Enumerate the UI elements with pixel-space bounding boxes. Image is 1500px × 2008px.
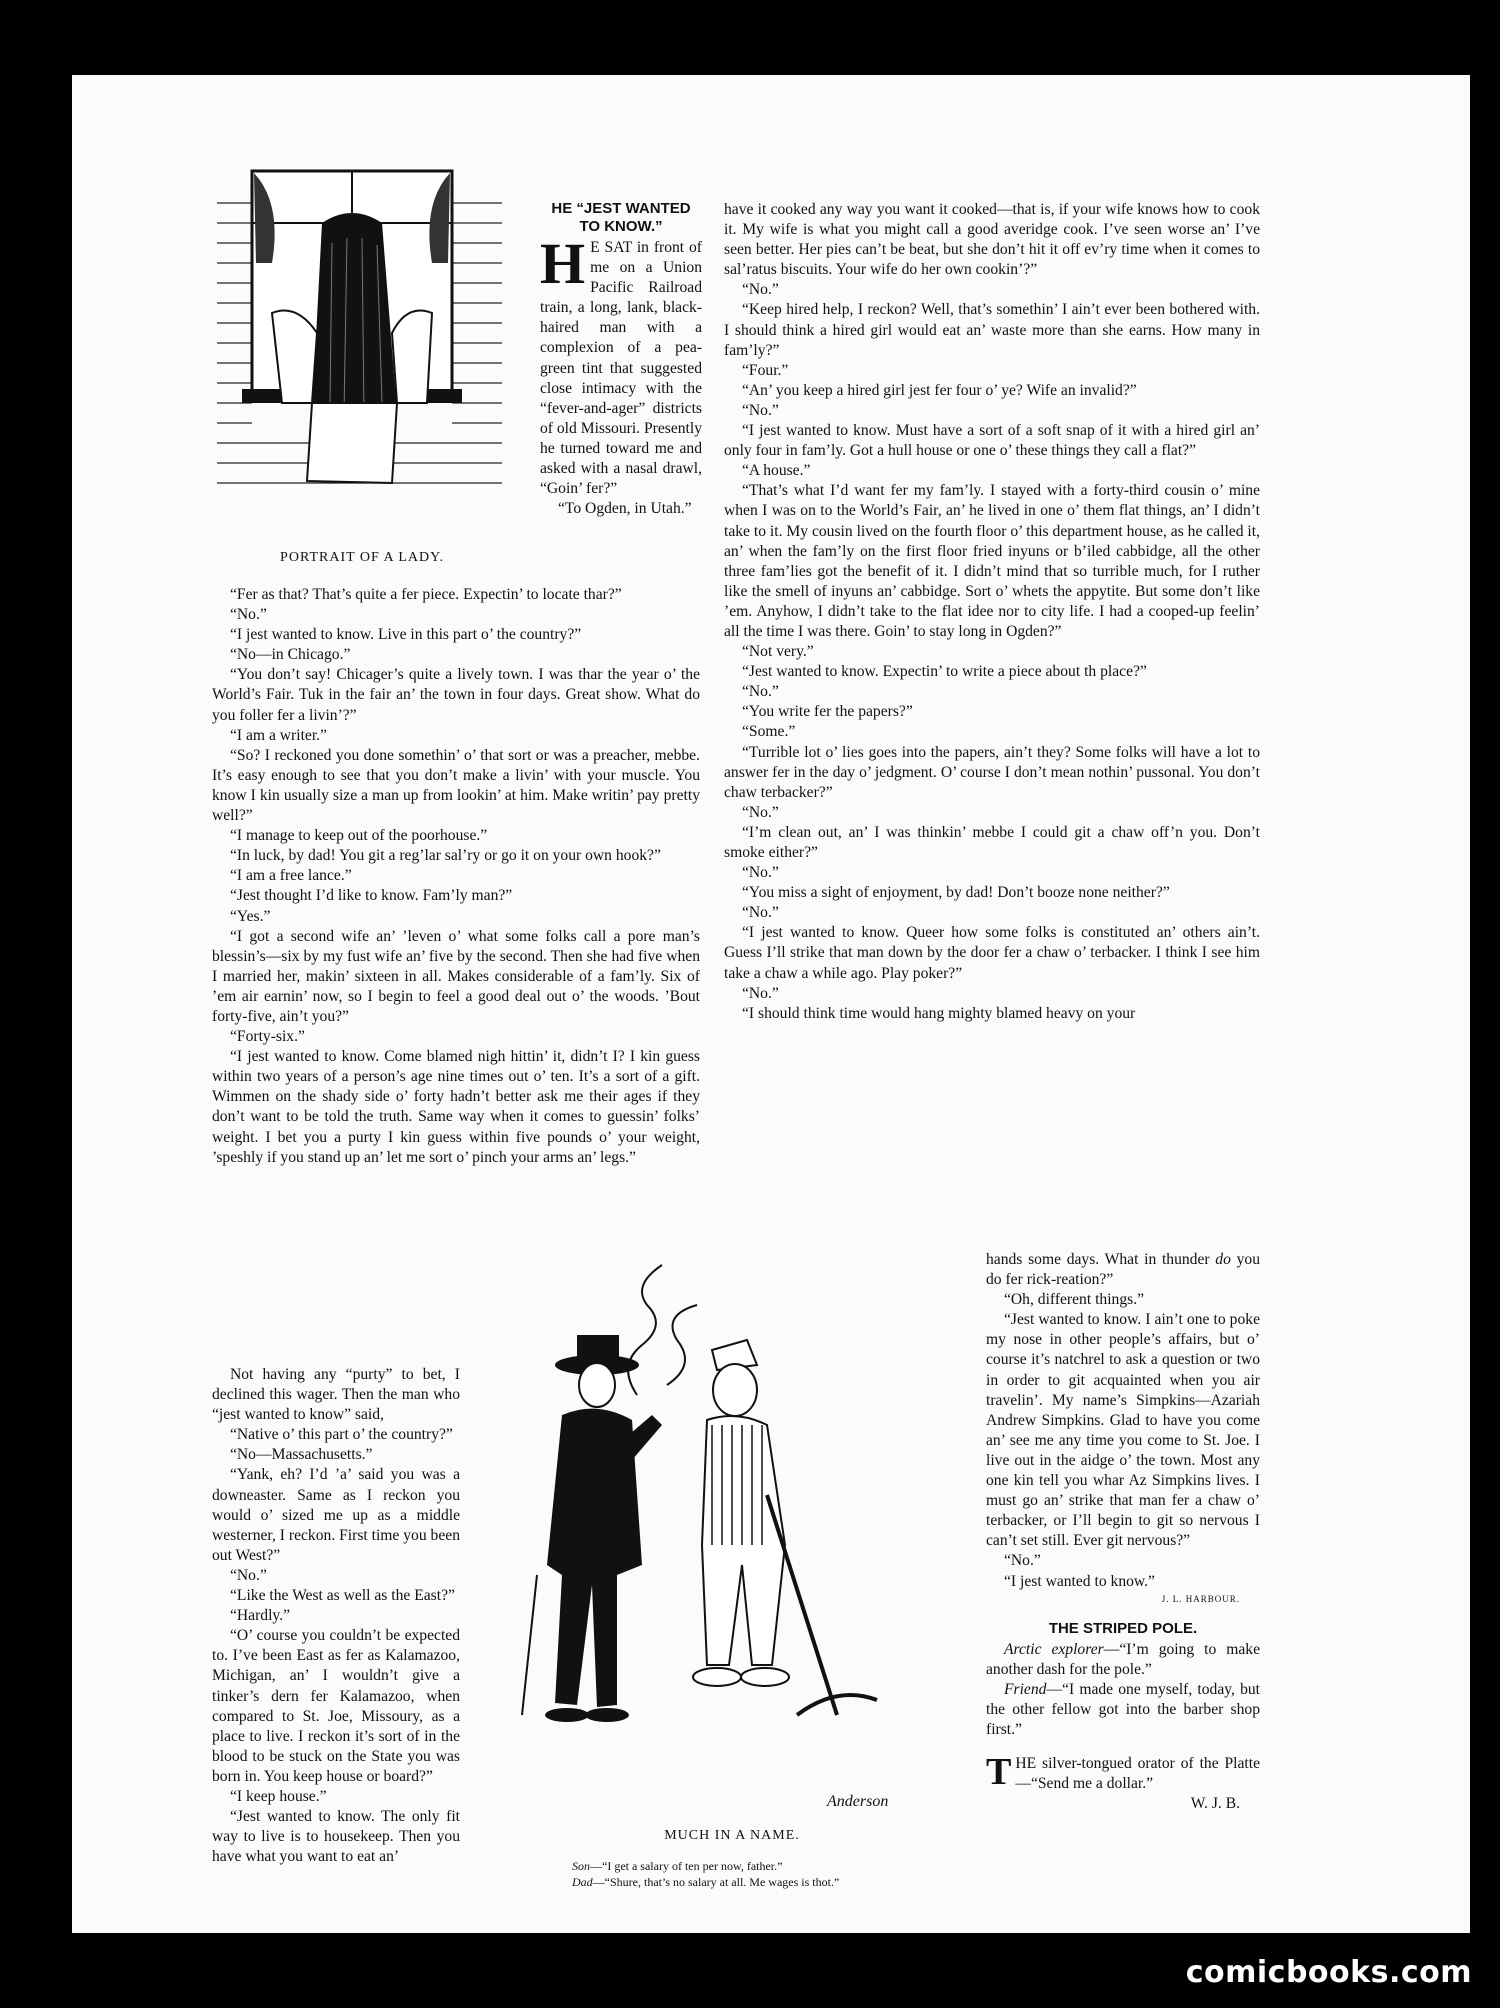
paragraph: “I keep house.” (230, 1787, 327, 1805)
paragraph: “Fer as that? That’s quite a fer piece. Expectin’ to locate thar?” (230, 586, 622, 603)
son-label: Son (572, 1859, 590, 1873)
paragraph: “Like the West as well as the East?” (230, 1587, 455, 1605)
paragraph: have it cooked any way you want it cooked—that is, if your wife knows how to cook it. My wife is what you might call a good averidge cook. I’ve seen worse an’ I’ve seen better. Her pies can’t be beat, but she don’t hit it off ev’ry time when it comes to sal’ratus biscuits. Your wife do her own cookin’?” (724, 201, 1260, 279)
paragraph: “No.” (742, 984, 779, 1002)
paragraph: “No.” (742, 864, 779, 882)
right-paragraphs (724, 200, 1260, 1024)
striped-pole-speaker2: Friend (1004, 1680, 1047, 1698)
magazine-page (72, 75, 1470, 1933)
article-title: HE “JEST WANTED TO KNOW.” (551, 200, 691, 235)
striped-pole-text1: —“I’m going to make another dash for the pole.” (986, 1640, 1260, 1678)
paragraph: “I jest wanted to know. Come blamed nigh hittin’ it, didn’t I? I kin guess within two years of a person’s age nine times out o’ ten. It’s a sort of a gift. Wimmen on the shady side o’ forty hadn’t better ask me their ages if they don’t want to be told the truth. Same way when it comes to guessin’ folks’ weight. I bet you a purty I kin guess within five pounds o’ your weight, ’speshly if you stand up an’ let me sort o’ pinch your arms an’ legs.” (212, 1048, 700, 1166)
paragraph: “No.” (742, 904, 779, 922)
paragraph: “O’ course you couldn’t be expected to. I’ve been East as fer as Kalamazoo, Michigan, an’ I wouldn’t give a tinker’s dern fer Kalamazoo, when compared to St. Joe, Missoury, as a place to live. I reckon it’s sort of in the blood to be stuck on the State you was born in. You keep house or board?” (212, 1627, 460, 1785)
paragraph: “Jest thought I’d like to know. Fam’ly man?” (230, 887, 513, 905)
left-paragraphs (212, 585, 700, 1168)
left-column-lower (212, 1365, 460, 1867)
platte-dropcap: T (986, 1751, 1012, 1794)
portrait-illustration (212, 163, 512, 493)
article-p1: “To Ogden, in Utah.” (558, 500, 692, 518)
paragraph: “Turrible lot o’ lies goes into the papers, ain’t they? Some folks will have a lot to answer fer in the day o’ jedgment. O’ course I don’t mean nothin’ pussonal. You don’t chaw terbacker?” (724, 743, 1260, 801)
paragraph: “I jest wanted to know. Queer how some folks is constituted an’ others ain’t. Guess I’ll strike that man down by the door fer a chaw o’ terbacker. I think I see him take a chaw a while ago. Play poker?” (724, 924, 1260, 982)
right-lower-first (986, 1250, 1260, 1290)
paragraph: “No.” (742, 281, 779, 299)
site-watermark: comicbooks.com (1185, 1955, 1472, 1990)
paragraph: “Jest wanted to know. The only fit way to live is to housekeep. Then you have what you want to eat an’ (212, 1808, 460, 1866)
right-lower-first-b: you do fer rick-reation?” (986, 1251, 1260, 1289)
cartoon-dad-line (572, 1875, 992, 1890)
paragraph: “Not very.” (742, 643, 814, 661)
left-column-upper (212, 585, 700, 1168)
paragraph: “No.” (742, 401, 779, 419)
cartoon-son-line (572, 1859, 992, 1874)
paragraph: “I got a second wife an’ ’leven o’ what some folks call a pore man’s blessin’s—six by my fust wife an’ five by the second. Then she had five when I married her, makin’ sixteen in all. Makes considerable of a fam’ly. Six of ’em air earnin’ now, so I begin to feel a good deal out o’ the woods. ’Bout forty-five, ain’t you?” (212, 927, 700, 1025)
paragraph: “I jest wanted to know. Live in this part o’ the country?” (230, 626, 582, 644)
paragraph: “An’ you keep a hired girl jest fer four o’ ye? Wife an invalid?” (742, 381, 1137, 399)
paragraph: “I jest wanted to know.” (1004, 1572, 1155, 1590)
paragraph: “Four.” (742, 361, 789, 379)
article-dropcap: H (540, 231, 586, 296)
paragraph: “So? I reckoned you done somethin’ o’ that sort or was a preacher, mebbe. It’s easy enough to see that you don’t make a livin’ with your muscle. You know I kin usually size a man up from lookin’ at him. Make writin’ pay pretty well?” (212, 746, 700, 825)
paragraph: “In luck, by dad! You git a reg’lar sal’ry or go it on your own hook?” (230, 847, 661, 865)
paragraph: “I jest wanted to know. Must have a sort of a soft snap of it with a hired girl an’ only four in fam’ly. Got a hull house or one o’ these things they call a flat?” (724, 422, 1260, 460)
dad-label: Dad (572, 1875, 593, 1889)
striped-pole-text2: —“I made one myself, today, but the other fellow got into the barber shop first.” (986, 1680, 1260, 1738)
striped-pole-line2 (986, 1680, 1260, 1740)
son-line: —“I get a salary of ten per now, father.” (590, 1859, 783, 1873)
paragraph: “Some.” (742, 723, 796, 741)
paragraph: “You miss a sight of enjoyment, by dad! Don’t booze none neither?” (742, 884, 1170, 902)
paragraph: “No.” (1004, 1552, 1041, 1570)
paragraph: “That’s what I’d want fer my fam’ly. I stayed with a forty-third cousin o’ mine when I was on to the World’s Fair, an’ he lived in one o’ them flat things, an’ I didn’t take to it. My cousin lived on the fourth floor o’ this department house, as he called it, an’ when the fam’ly on the first floor fried inyuns or b’iled cabbidge, all the other three fam’lies got the benefit of it. I didn’t mind that so turrible much, for I ruther like the smell of inyuns an’ cabbidge. Sort o’ whets the appytite. But some don’t like ’em. Anyhow, I didn’t take to the flat idee nor to city life. I had a cooped-up feelin’ all the time I was there. Goin’ to stay long in Ogden?” (724, 482, 1260, 640)
article-signature: J. L. HARBOUR. (1161, 1593, 1240, 1604)
paragraph: “A house.” (742, 462, 811, 480)
paragraph: “Jest wanted to know. I ain’t one to poke my nose in other people’s affairs, but o’ course it’s natchrel to ask a question or two in order to git acquainted when you air travelin’. My name’s Simpkins—Azariah Andrew Simpkins. Glad to have you come an’ see me any time you come to St. Joe. I live out in the aidge o’ the town. Most any one kin tell you whar Az Simpkins lives. I must go an’ strike that man fer a chaw o’ terbacker, or I’ll begin to git so nervous I can’t set still. Ever git nervous?” (986, 1311, 1260, 1550)
right-lower-first-a: hands some days. What in thunder (986, 1251, 1216, 1268)
right-column-lower (986, 1250, 1260, 1814)
paragraph: “You don’t say! Chicager’s quite a lively town. I was thar the year o’ the World’s Fair. Tuk in the fair an’ the town in four days. Great show. What do you foller fer a livin’?” (212, 666, 700, 724)
paragraph: “Hardly.” (230, 1607, 291, 1625)
paragraph: “No.” (742, 683, 779, 701)
portrait-caption: PORTRAIT OF A LADY. (280, 550, 444, 565)
paragraph: “I’m clean out, an’ I was thinkin’ mebbe I could git a chaw off’n you. Don’t smoke either?” (724, 823, 1260, 861)
right-lower-paragraphs (986, 1290, 1260, 1591)
paragraph: “You write fer the papers?” (742, 703, 913, 721)
paragraph: “Native o’ this part o’ the country?” (230, 1426, 453, 1444)
striped-pole-line1 (986, 1640, 1260, 1680)
paragraph: “Jest wanted to know. Expectin’ to write a piece about th place?” (742, 663, 1147, 681)
article-intro-text (540, 231, 702, 499)
paragraph: “Keep hired help, I reckon? Well, that’s somethin’ I ain’t ever been bothered with. I should think a hired girl would eat an’ waste more than she earns. How many in fam’ly?” (724, 301, 1260, 359)
right-column-upper (724, 200, 1260, 1024)
paragraph: “I am a writer.” (230, 726, 327, 744)
platte-item (986, 1751, 1260, 1794)
cartoon-illustration (467, 1245, 977, 1765)
paragraph: “No—Massachusetts.” (230, 1446, 373, 1464)
paragraph: “Yank, eh? I’d ’a’ said you was a downeaster. Same as I reckon you would o’ sized me up as a middle westerner, I reckon. First time you been out West?” (212, 1466, 460, 1564)
paragraph: “Yes.” (230, 907, 271, 925)
paragraph: “Oh, different things.” (1004, 1291, 1145, 1309)
paragraph: “Forty-six.” (230, 1028, 305, 1046)
paragraph: “I am a free lance.” (230, 867, 352, 885)
article-intro (540, 200, 702, 519)
intro-text: E SAT in front of me on a Union Pacific Railroad train, a long, lank, black-haired man with a complexion of a pea-green tint that suggested close intimacy with the “fever-and-ager” districts of old Missouri. Presently he turned toward me and asked with a nasal drawl, “Goin’ fer?” (540, 239, 702, 498)
paragraph: “No.” (742, 803, 779, 821)
dad-line: —“Shure, that’s no salary at all. Me wages is thot.” (592, 1875, 840, 1889)
striped-pole-title: THE STRIPED POLE. (1048, 1619, 1198, 1637)
paragraph: “I manage to keep out of the poorhouse.” (230, 827, 488, 845)
cartoon-artist-signature: Anderson (827, 1793, 889, 1810)
platte-text: HE silver-tongued orator of the Platte—“Send me a dollar.” (1015, 1755, 1260, 1793)
much-in-a-name-drawing (467, 1245, 977, 1765)
paragraph: Not having any “purty” to bet, I declined this wager. Then the man who “jest wanted to know” said, (212, 1366, 460, 1424)
paragraph: “No—in Chicago.” (230, 646, 351, 664)
platte-signature: W. J. B. (1190, 1795, 1240, 1813)
striped-pole-speaker1: Arctic explorer (1004, 1640, 1104, 1658)
paragraph: “I should think time would hang mighty blamed heavy on your (742, 1004, 1136, 1022)
right-lower-em: do (1215, 1251, 1231, 1268)
portrait-of-a-lady-drawing (212, 163, 512, 493)
left-lower-paragraphs (212, 1365, 460, 1867)
paragraph: “No.” (230, 606, 267, 624)
paragraph: “No.” (230, 1566, 267, 1584)
cartoon-caption: MUCH IN A NAME. (664, 1828, 800, 1843)
